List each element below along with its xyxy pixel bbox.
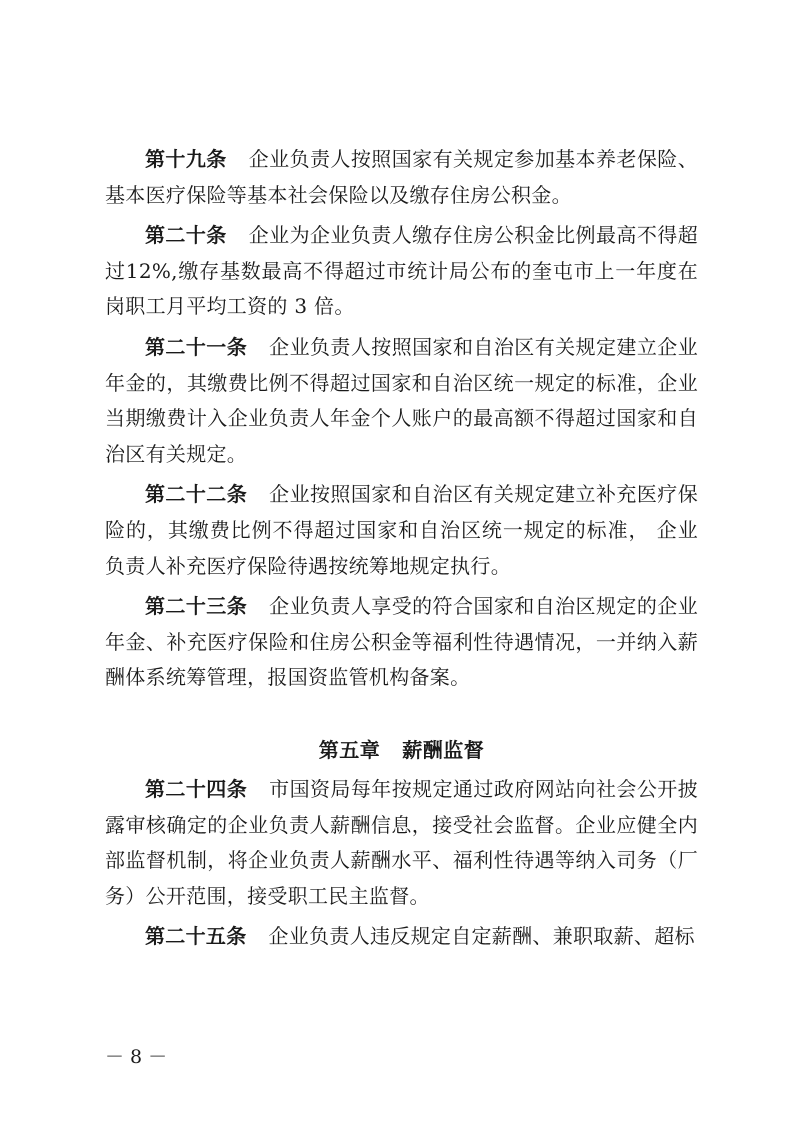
page-number: － 8 － — [105, 1046, 168, 1068]
article-text: 企业负责人享受的符合国家和自治区规定的企业年金、补充医疗保险和住房公积金等福利性待遇情况，一并纳入薪酬体系统筹管理，报国资监管机构备案。 — [105, 594, 698, 690]
article-number: 第二十一条 — [145, 334, 248, 359]
article-25 — [105, 919, 698, 955]
article-21 — [105, 330, 698, 472]
article-20 — [105, 218, 698, 325]
article-number: 第二十三条 — [145, 594, 248, 619]
article-number: 第二十四条 — [145, 776, 248, 801]
article-number: 第十九条 — [145, 147, 227, 171]
article-22 — [105, 477, 698, 584]
article-number: 第二十二条 — [145, 482, 248, 507]
chapter-number: 第五章 — [318, 737, 381, 762]
article-19 — [105, 142, 698, 213]
article-text: 市国资局每年按规定通过政府网站向社会公开披露审核确定的企业负责人薪酬信息，接受社会监督。企业应健全内部监督机制，将企业负责人薪酬水平、福利性待遇等纳入司务（厂务）公开范围，接受职工民主监督。 — [105, 776, 698, 908]
article-text: 企业负责人按照国家和自治区有关规定建立企业年金的，其缴费比例不得超过国家和自治区统一规定的标准，企业当期缴费计入企业负责人年金个人账户的最高额不得超过国家和自治区有关规定。 — [105, 334, 698, 466]
article-text: 企业为企业负责人缴存住房公积金比例最高不得超过12%,缴存基数最高不得超过市统计局公布的奎屯市上一年度在岗职工月平均工资的 3 倍。 — [105, 223, 698, 319]
chapter-title: 薪酬监督 — [402, 737, 485, 762]
article-text: 企业按照国家和自治区有关规定建立补充医疗保险的，其缴费比例不得超过国家和自治区统一规定的标准， 企业负责人补充医疗保险待遇按统筹地规定执行。 — [105, 482, 698, 578]
chapter-heading — [105, 732, 698, 768]
document-body — [105, 142, 698, 960]
article-24 — [105, 772, 698, 914]
article-number: 第二十五条 — [145, 924, 247, 949]
article-number: 第二十条 — [145, 223, 227, 248]
article-text: 企业负责人违反规定自定薪酬、兼职取薪、超标 — [268, 924, 695, 949]
article-23 — [105, 589, 698, 696]
article-text: 企业负责人按照国家有关规定参加基本养老保险、基本医疗保险等基本社会保险以及缴存住房公积金。 — [105, 147, 698, 207]
